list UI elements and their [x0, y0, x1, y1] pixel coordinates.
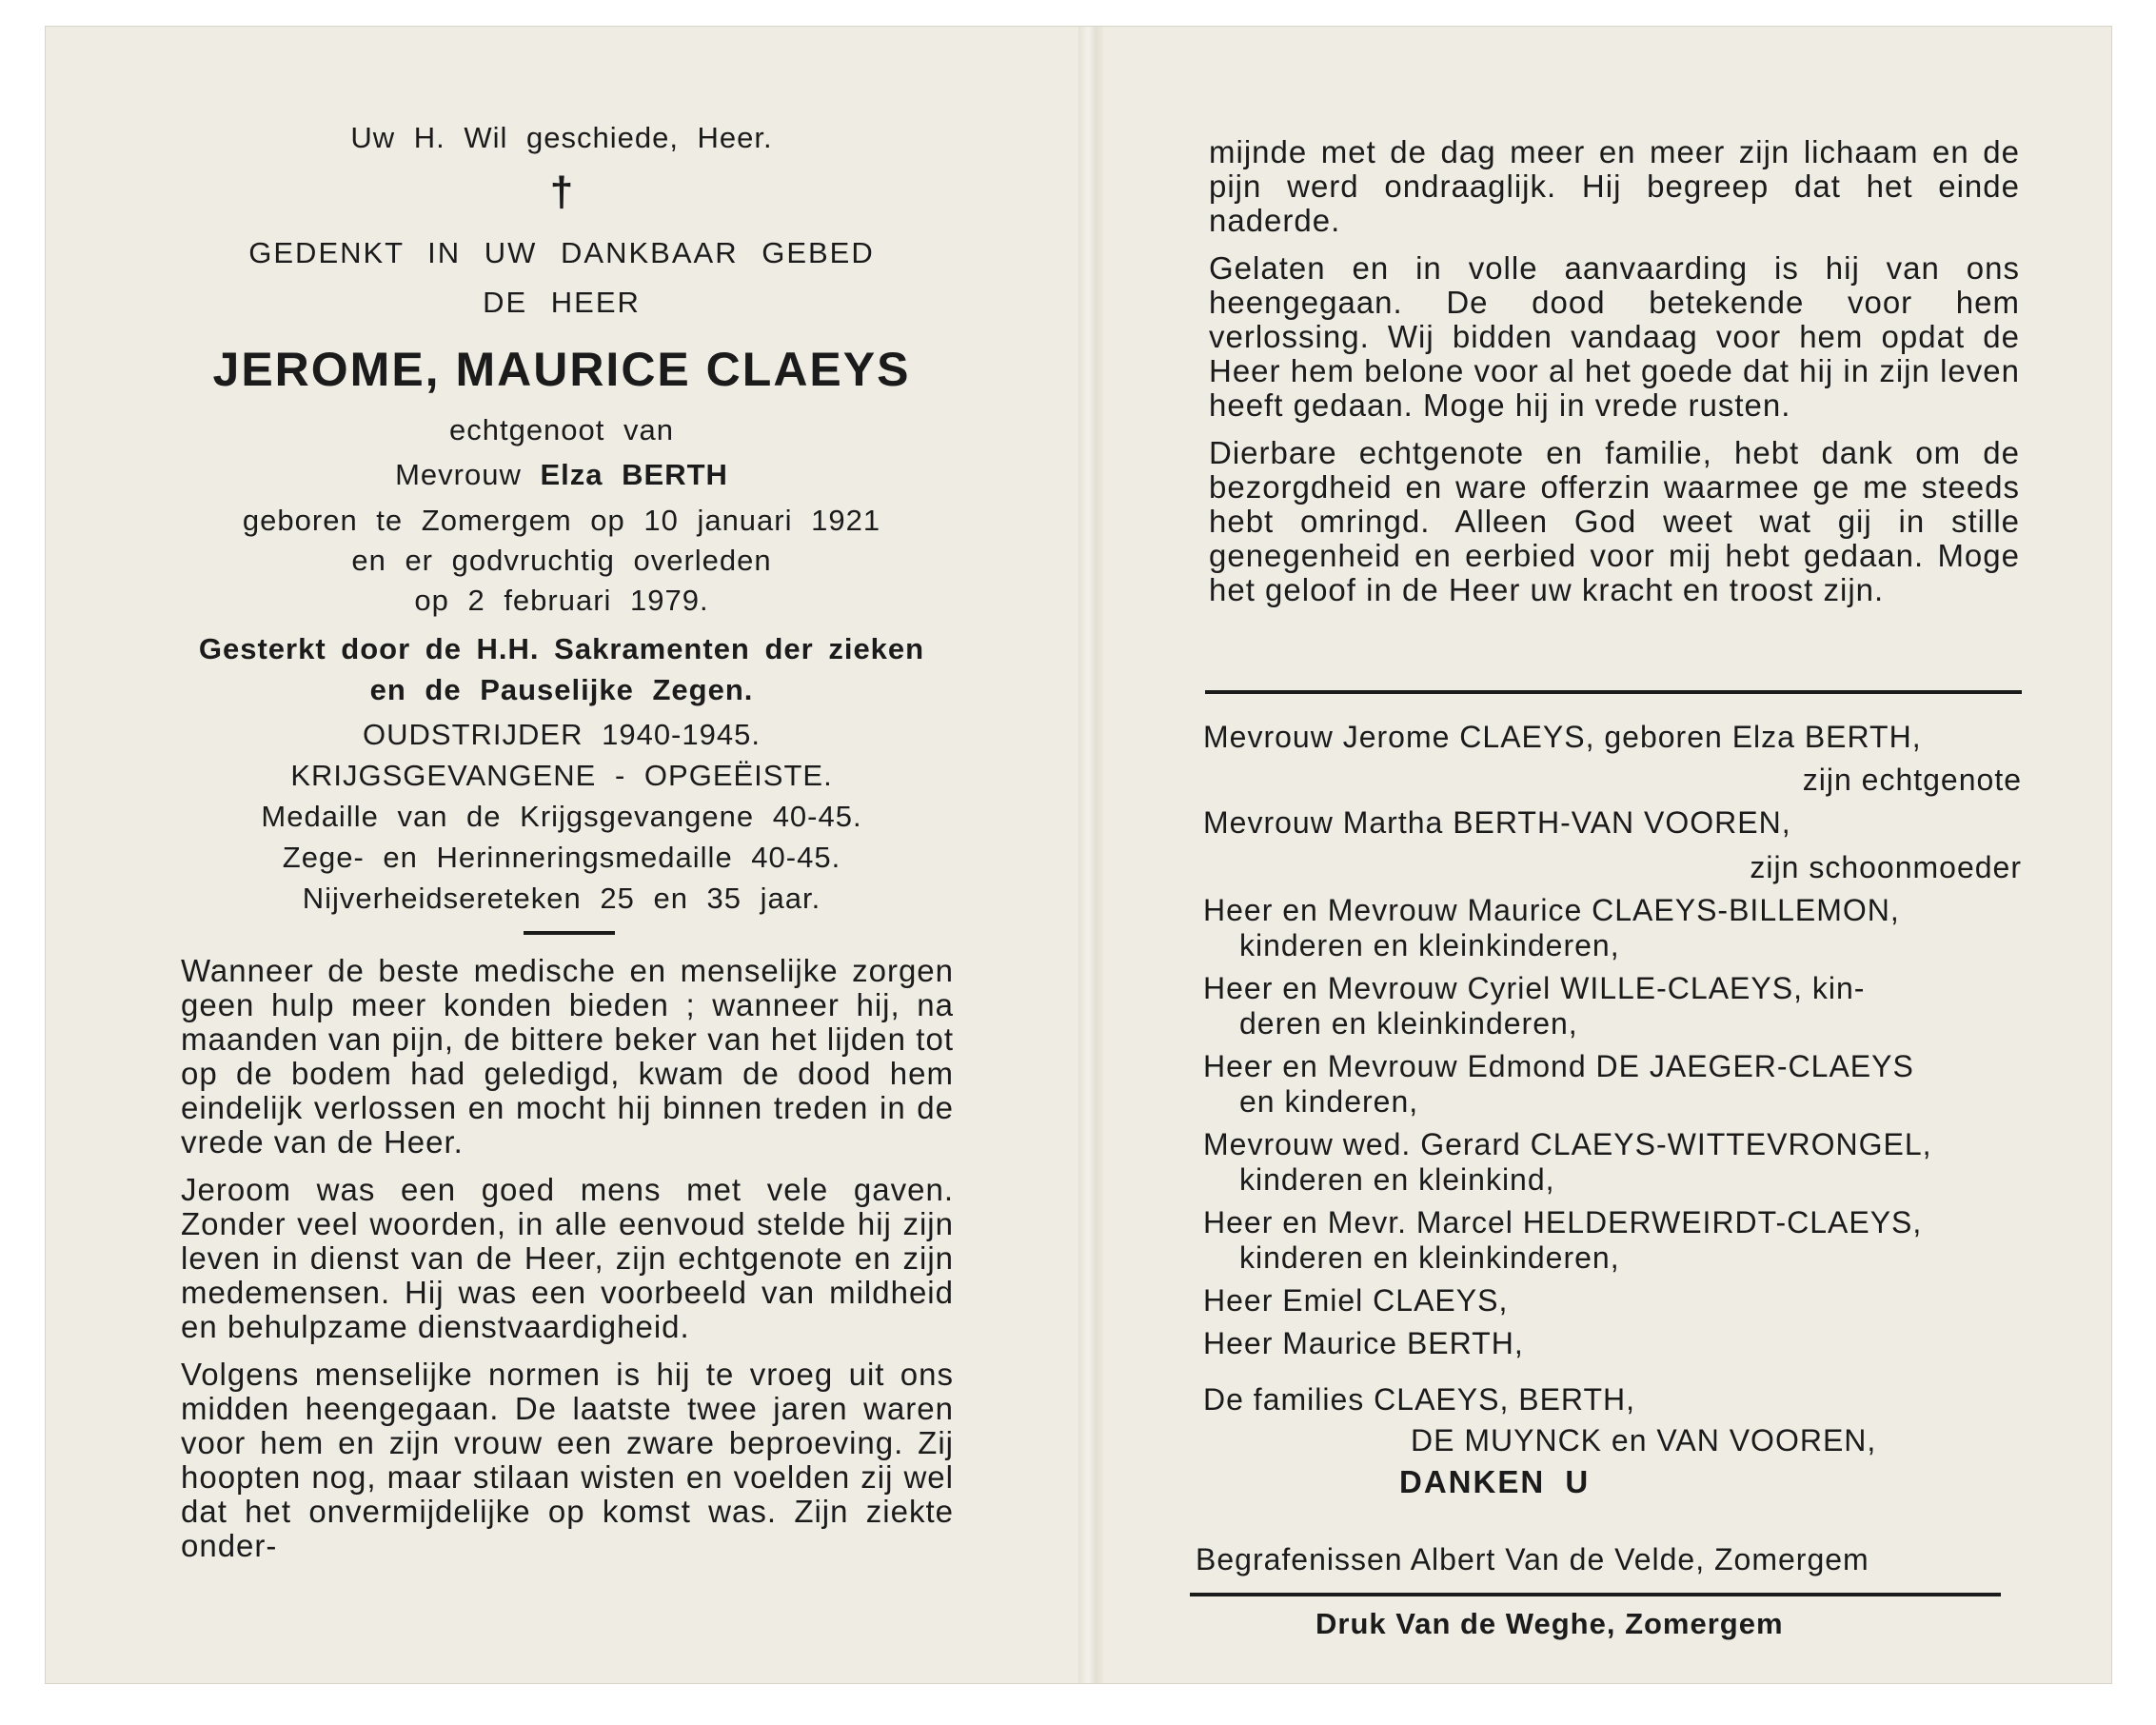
paragraph: Gelaten en in volle aanvaarding is hij van ons heengegaan. De dood betekende voor hem verlossing. Wij bidden vandaag voor hem opdat de Heer hem belone voor al het goede dat hij in zijn leven heeft gedaan. Moge hij in vrede rusten.	[1209, 250, 2020, 423]
family-list	[1203, 720, 2022, 1458]
divider	[1205, 690, 2022, 694]
honor-5: Nijverheidsereteken 25 en 35 jaar.	[302, 882, 821, 915]
card-fold	[1078, 27, 1103, 1683]
honor-2: KRIJGSGEVANGENE - OPGEËISTE.	[290, 759, 833, 792]
paragraph: mijnde met de dag meer en meer zijn lichaam en de pijn werd ondraaglijk. Hij begreep dat het einde naderde.	[1209, 134, 2020, 238]
family-row: Heer en Mevrouw Cyriel WILLE-CLAEYS, kin-	[1203, 971, 1866, 1005]
family-row: Heer en Mevr. Marcel HELDERWEIRDT-CLAEYS,	[1203, 1205, 1923, 1239]
honorific: DE HEER	[483, 286, 641, 319]
left-body-text	[181, 954, 954, 1563]
spouse-intro: echtgenoot van	[448, 413, 674, 446]
thanks: DANKEN U	[1399, 1464, 1591, 1499]
honor-1: OUDSTRIJDER 1940-1945.	[363, 718, 761, 751]
death-date: op 2 februari 1979.	[414, 584, 709, 617]
honor-3: Medaille van de Krijgsgevangene 40-45.	[261, 800, 862, 833]
family-row-sub: kinderen en kleinkinderen,	[1239, 1240, 1620, 1275]
family-row: Mevrouw wed. Gerard CLAEYS-WITTEVRONGEL,	[1203, 1127, 1932, 1161]
spouse-name: Elza BERTH	[540, 458, 728, 491]
deceased-name: JEROME, MAURICE CLAEYS	[212, 343, 911, 396]
remember-line: GEDENKT IN UW DANKBAAR GEBED	[248, 236, 875, 269]
family-row-sub: deren en kleinkinderen,	[1239, 1006, 1578, 1041]
family-row-sub: kinderen en kleinkind,	[1239, 1162, 1555, 1197]
paragraph: Dierbare echtgenote en familie, hebt dank om de bezorgdheid en ware offerzin waarmee ge me steeds hebt omringd. Alleen God weet wat gij in stille genegenheid en eerbied voor mij hebt gedaan. Moge het geloof in de Heer uw kracht en troost zijn.	[1209, 435, 2020, 607]
divider	[524, 931, 615, 935]
families-line-2: DE MUYNCK en VAN VOOREN,	[1411, 1423, 1877, 1457]
spouse-prefix: Mevrouw	[395, 458, 522, 491]
death-line: en er godvruchtig overleden	[351, 544, 772, 577]
printer: Druk Van de Weghe, Zomergem	[1315, 1607, 1784, 1640]
paragraph: Jeroom was een goed mens met vele gaven. Zonder veel woorden, in alle eenvoud stelde hij zijn leven in dienst van de Heer, zijn echtgenote en zijn medemensen. Hij was een voorbeeld van mildheid en behulpzame dienstvaardigheid.	[181, 1172, 954, 1344]
family-mother-in-law: Mevrouw Martha BERTH-VAN VOOREN,	[1203, 805, 1791, 840]
motto: Uw H. Wil geschiede, Heer.	[350, 121, 773, 154]
family-row: Heer en Mevrouw Edmond DE JAEGER-CLAEYS	[1203, 1049, 1914, 1083]
family-wife: Mevrouw Jerome CLAEYS, geboren Elza BERTH,	[1203, 720, 1922, 754]
sacraments-line-2: en de Pauselijke Zegen.	[369, 673, 754, 706]
undertaker: Begrafenissen Albert Van de Velde, Zomergem	[1196, 1542, 1869, 1576]
sacraments-line-1: Gesterkt door de H.H. Sakramenten der zieken	[198, 632, 925, 665]
spouse-line	[143, 454, 980, 495]
honor-4: Zege- en Herinneringsmedaille 40-45.	[282, 841, 841, 874]
family-row: Heer Emiel CLAEYS,	[1203, 1283, 1509, 1318]
family-row: Heer en Mevrouw Maurice CLAEYS-BILLEMON,	[1203, 893, 1900, 927]
family-mother-in-law-role: zijn schoonmoeder	[1750, 850, 2022, 884]
paragraph: Wanneer de beste medische en menselijke zorgen geen hulp meer konden bieden ; wanneer hij, na maanden van pijn, de bittere beker van het lijden tot op de bodem had geledigd, kwam de dood hem eindelijk verlossen en mocht hij binnen treden in de vrede van de Heer.	[181, 953, 954, 1160]
families-line-1: De families CLAEYS, BERTH,	[1203, 1382, 1635, 1417]
divider	[1190, 1593, 2001, 1596]
birth-line: geboren te Zomergem op 10 januari 1921	[242, 504, 881, 537]
family-row-sub: kinderen en kleinkinderen,	[1239, 928, 1620, 962]
family-row: Heer Maurice BERTH,	[1203, 1326, 1524, 1360]
right-body-text	[1209, 135, 2020, 607]
paragraph: Volgens menselijke normen is hij te vroeg uit ons midden heengegaan. De laatste twee jaren waren voor hem en zijn vrouw een zware beproeving. Zij hoopten nog, maar stilaan wisten en voelden zij wel dat het onvermijdelijke op komst was. Zijn ziekte onder-	[181, 1357, 954, 1563]
family-row-sub: en kinderen,	[1239, 1084, 1419, 1119]
family-wife-role: zijn echtgenote	[1802, 763, 2022, 797]
cross-icon: †	[549, 169, 574, 215]
